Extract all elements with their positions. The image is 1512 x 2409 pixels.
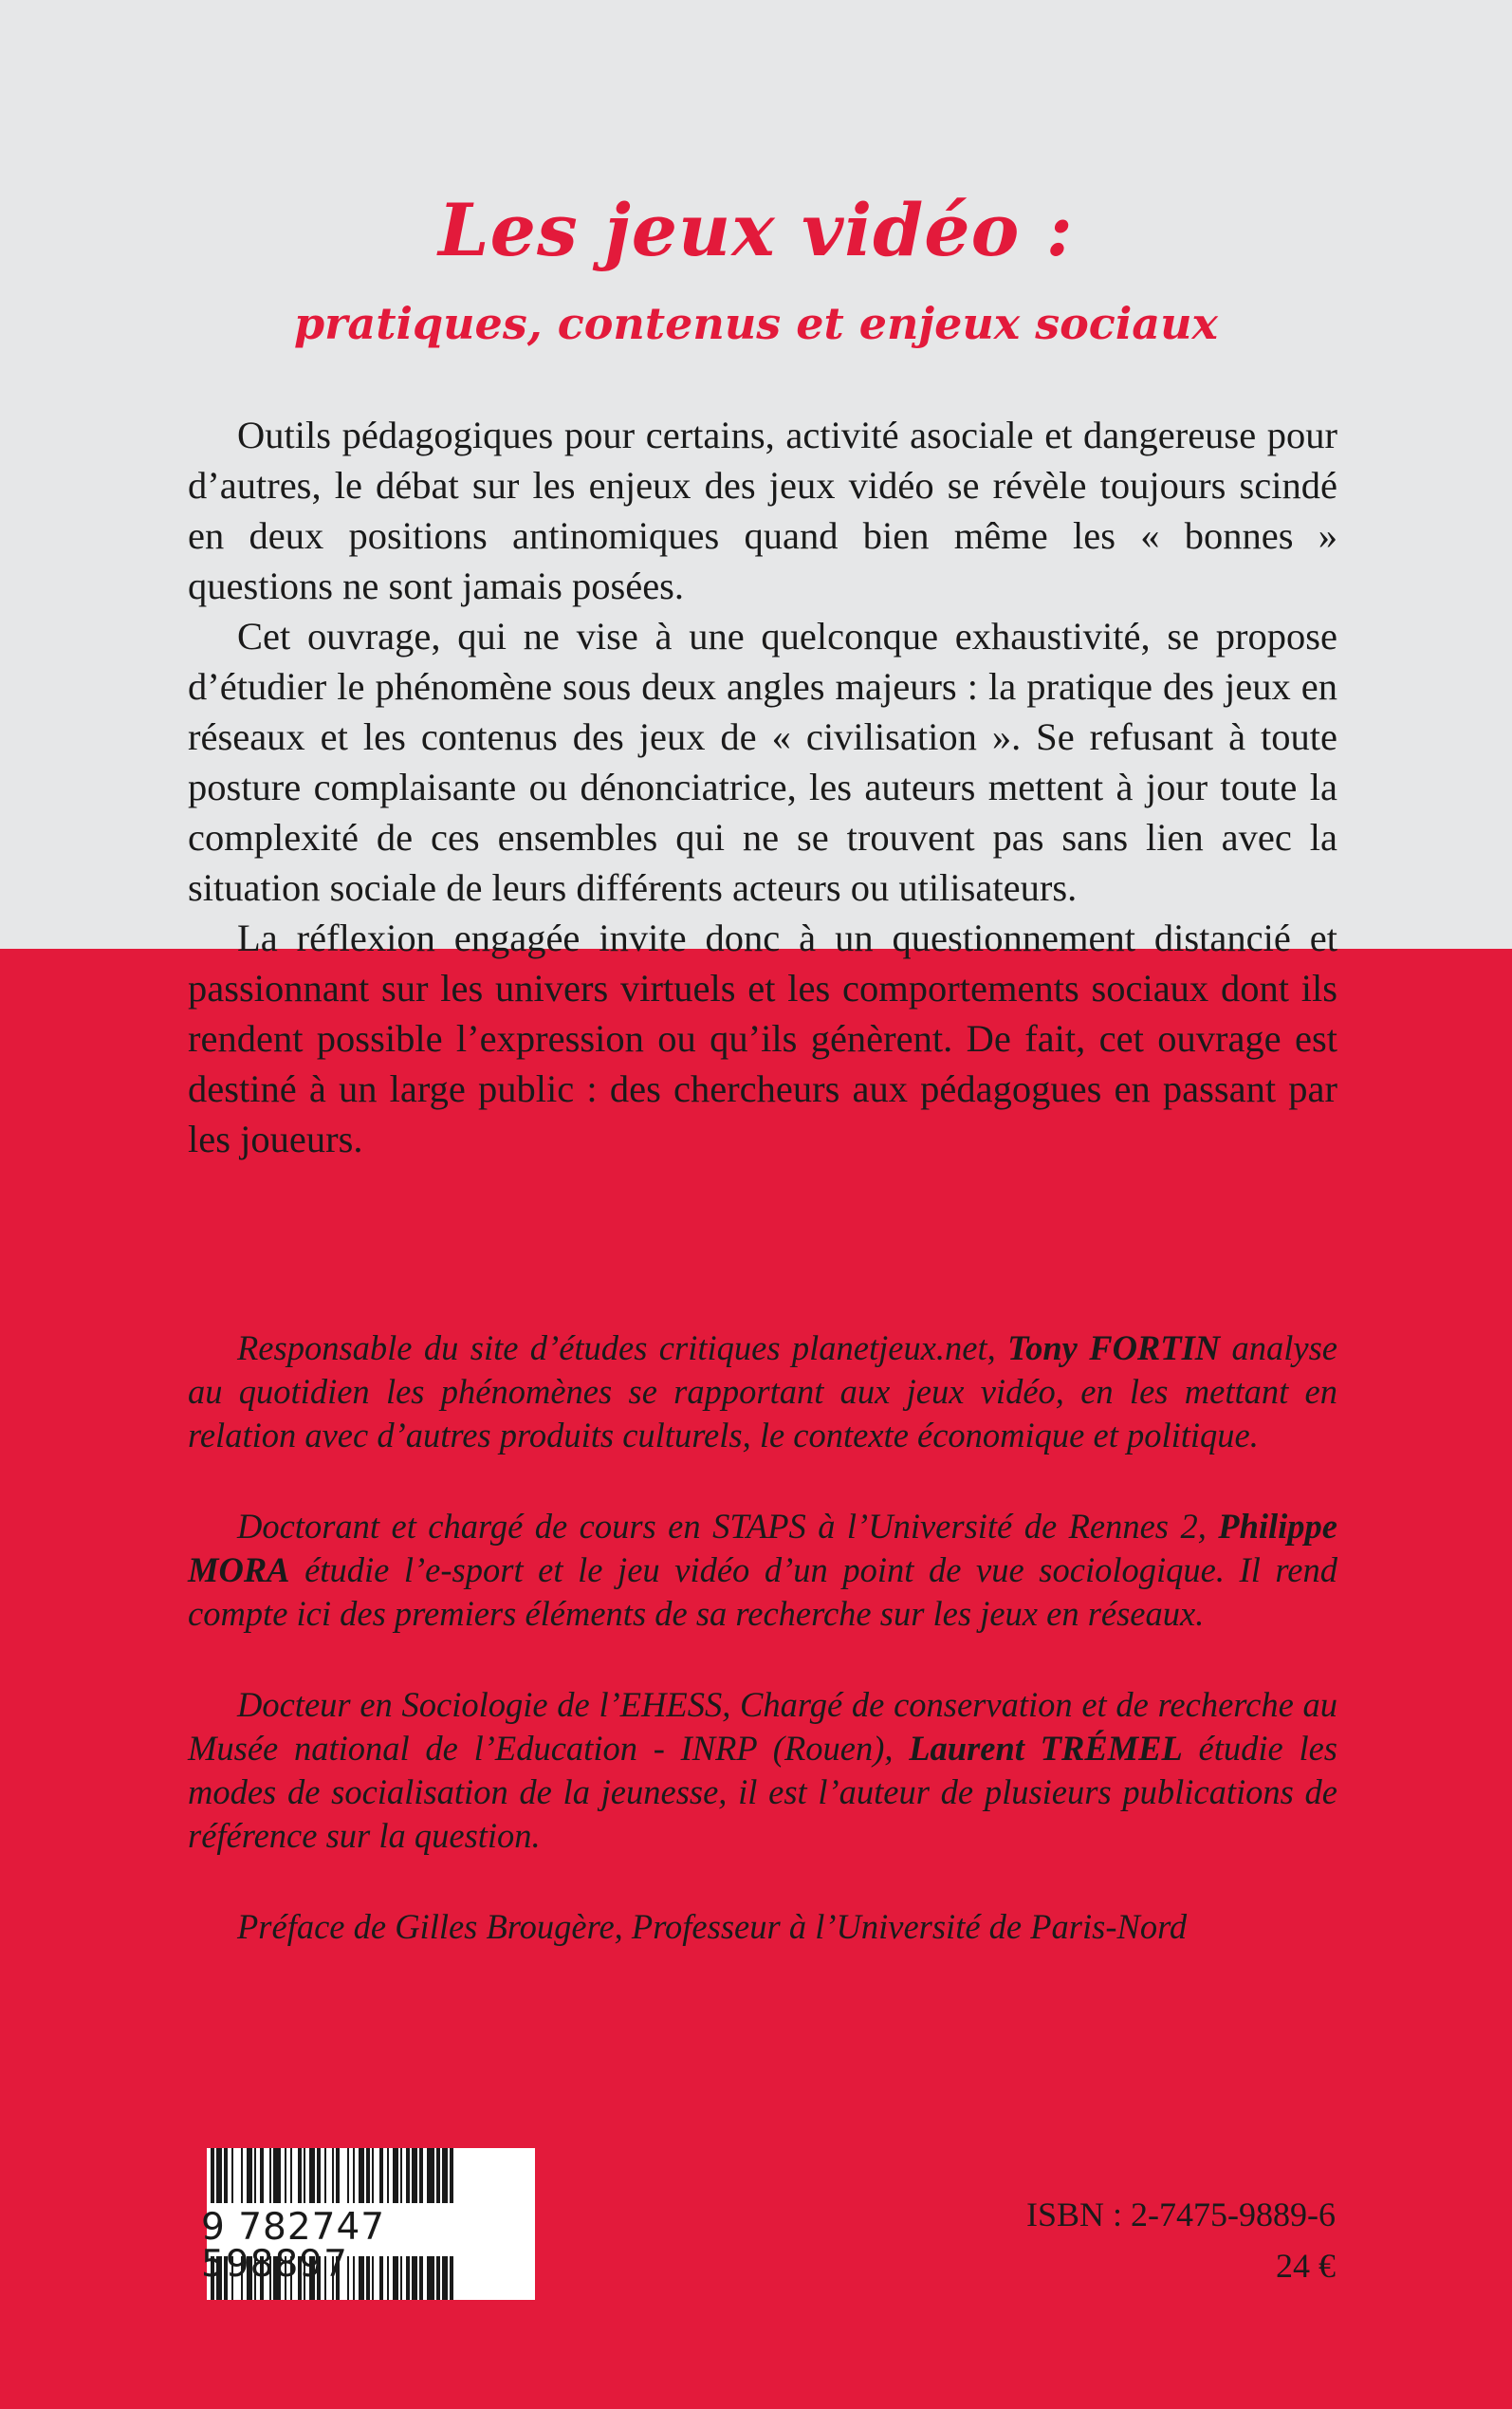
author-bios	[188, 1326, 1337, 1996]
summary-paragraph-2: Cet ouvrage, qui ne vise à une quelconque exhaustivité, se propose d’étudier le phénomène sous deux angles majeurs : la pratique des jeux en réseaux et les contenus des jeux de « civilisation ». Se refusant à toute posture complaisante ou dénonciatrice, les auteurs mettent à jour toute la complexité de ces ensembles qui ne se trouvent pas sans lien avec la situation sociale de leurs différents acteurs ou utilisateurs.	[188, 615, 1337, 909]
author-name: Laurent TRÉMEL	[909, 1729, 1183, 1768]
summary-paragraph-1: Outils pédagogiques pour certains, activité asociale et dangereuse pour d’autres, le débat sur les enjeux des jeux vidéo se révèle toujours scindé en deux positions antinomiques quand bien même les « bonnes » questions ne sont jamais posées.	[188, 414, 1337, 607]
bio-laurent-tremel: Docteur en Sociologie de l’EHESS, Chargé de conservation et de recherche au Musée national de l’Education - INRP (Rouen), Laurent TRÉMEL étudie les modes de socialisation de la jeunesse, il est l’auteur de plusieurs publications de référence sur la question.	[188, 1685, 1337, 1855]
book-subtitle: pratiques, contenus et enjeux sociaux	[294, 298, 1218, 349]
author-name: Tony FORTIN	[1007, 1328, 1221, 1367]
book-title: Les jeux vidéo :	[438, 188, 1074, 272]
isbn-label: ISBN : 2-7475-9889-6	[1026, 2196, 1336, 2233]
author-name: Philippe MORA	[188, 1507, 1337, 1589]
barcode-number: 9 782747 598897	[201, 2206, 386, 2286]
bio-philippe-mora: Doctorant et chargé de cours en STAPS à l’Université de Rennes 2, Philippe MORA étudie l’e-sport et le jeu vidéo d’un point de vue sociologique. Il rend compte ici des premiers éléments de sa recherche sur les jeux en réseaux.	[188, 1507, 1337, 1633]
preface-line: Préface de Gilles Brougère, Professeur à l’Université de Paris-Nord	[237, 1907, 1188, 1946]
bio-tony-fortin: Responsable du site d’études critiques planetjeux.net, Tony FORTIN analyse au quotidien les phénomènes se rapportant aux jeux vidéo, en les mettant en relation avec d’autres produits culturels, le contexte économique et politique.	[188, 1328, 1338, 1455]
summary-text	[188, 410, 1337, 1164]
summary-paragraph-3: La réflexion engagée invite donc à un questionnement distancié et passionnant sur les univers virtuels et les comportements sociaux dont ils rendent possible l’expression ou qu’ils génèrent. De fait, cet ouvrage est destiné à un large public : des chercheurs aux pédagogues en passant par les joueurs.	[188, 917, 1337, 1160]
price-label: 24 €	[1276, 2247, 1336, 2285]
